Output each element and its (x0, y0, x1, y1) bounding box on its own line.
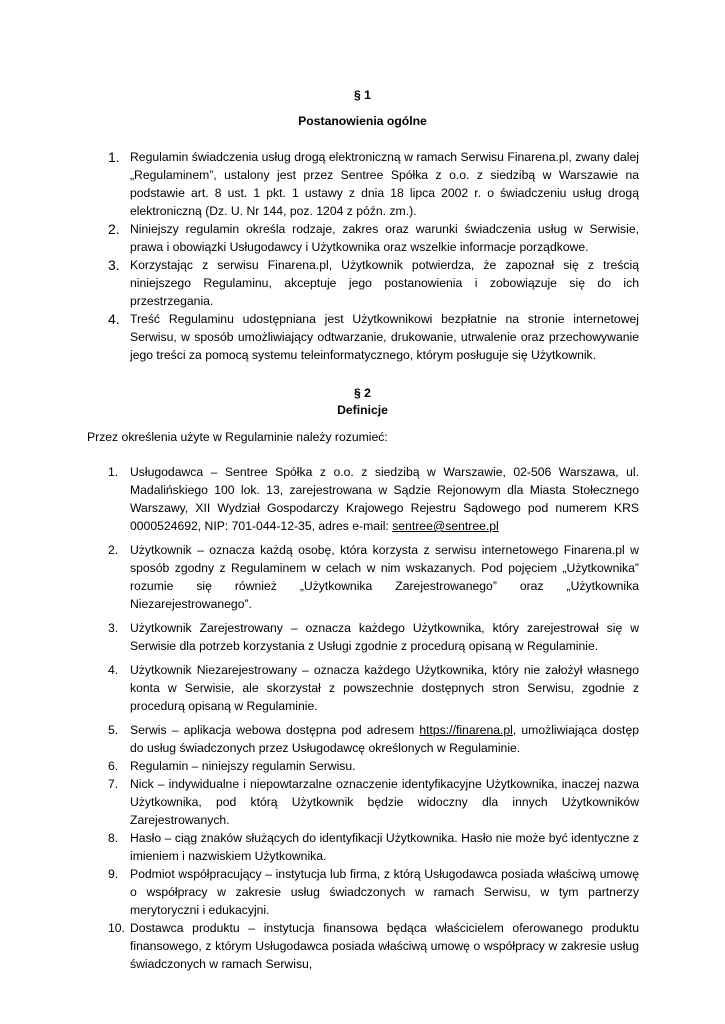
item-text: Serwis – aplikacja webowa dostępna pod adresem (130, 723, 420, 737)
item-text-after: , umożliwiająca dostęp do usług świadczonych przez Usługodawcę określonych w Regulaminie. (130, 723, 639, 755)
list-item (108, 757, 639, 775)
item-text: Treść Regulaminu udostępniana jest Użytkownikowi bezpłatnie na stronie internetowej Serwisu, w sposób umożliwiający odtwarzanie, drukowanie, utrwalenie oraz przechowywanie jego treści za pomocą systemu teleinformatycznego, którym posługuje się Użytkownik. (130, 312, 639, 362)
item-number: 4. (108, 311, 120, 327)
section-1-symbol: § 1 (354, 88, 371, 102)
list-item (108, 220, 639, 256)
list-item (108, 619, 639, 655)
item-number: 2. (108, 221, 120, 237)
item-text: Regulamin – niniejszy regulamin Serwisu. (130, 759, 356, 773)
item-text: Użytkownik Zarejestrowany – oznacza każdego Użytkownika, który zarejestrował się w Serwisie dla potrzeb korzystania z Usługi zgodnie z procedurą opisaną w Regulaminie. (130, 621, 639, 653)
item-text: Hasło – ciąg znaków służących do identyfikacji Użytkownika. Hasło nie może być identyczne z imieniem i nazwiskiem Użytkownika. (130, 831, 639, 863)
list-item (108, 310, 639, 364)
item-number: 9. (108, 867, 119, 881)
list-item (108, 721, 639, 757)
item-number: 3. (108, 621, 119, 635)
item-text: Korzystając z serwisu Finarena.pl, Użytkownik potwierdza, że zapoznał się z treścią niniejszego Regulaminu, akceptuje jego postanowienia i zobowiązuje się do ich przestrzegania. (130, 258, 639, 308)
list-item (108, 829, 639, 865)
item-text: Usługodawca – Sentree Spółka z o.o. z siedzibą w Warszawie, 02-506 Warszawa, ul. Madalińskiego 100 lok. 13, zarejestrowana w Sądzie Rejonowym dla Miasta Stołecznego Warszawy, XII Wydział Gospodarczy Krajowego Rejestru Sądowego pod numerem KRS 0000524692, NIP: 701-044-12-35, adres e-mail: (130, 465, 639, 533)
item-number: 5. (108, 723, 119, 737)
item-number: 10. (108, 921, 125, 935)
section-1-title: Postanowienia ogólne (298, 114, 427, 128)
item-number: 1. (108, 465, 119, 479)
section-2-intro: Przez określenia użyte w Regulaminie należy rozumieć: (87, 430, 388, 444)
list-item (108, 661, 639, 715)
list-item (108, 463, 639, 535)
list-item (108, 775, 639, 829)
section-2-list (108, 463, 639, 973)
email-link[interactable]: sentree@sentree.pl (392, 519, 499, 533)
list-item (108, 541, 639, 613)
section-2-symbol: § 2 (354, 386, 371, 400)
item-text: Dostawca produktu – instytucja finansowa będąca właścicielem oferowanego produktu finansowego, z którym Usługodawca posiada właściwą umowę o współpracy w zakresie usług świadczonych w ramach Serwisu, (130, 921, 639, 971)
item-number: 4. (108, 663, 119, 677)
list-item (108, 256, 639, 310)
item-number: 2. (108, 543, 119, 557)
list-item (108, 148, 639, 220)
item-text: Podmiot współpracujący – instytucja lub firma, z którą Usługodawca posiada właściwą umowę o współpracy w zakresie usług świadczonych w ramach Serwisu, w tym partnerzy merytoryczni i edukacyjni. (130, 867, 639, 917)
list-item (108, 919, 639, 973)
item-text: Użytkownik – oznacza każdą osobę, która korzysta z serwisu internetowego Finarena.pl w sposób zgodny z Regulaminem w celach w nim wskazanych. Pod pojęciem „Użytkownika” rozumie się również „Użytkownika Zarejestrowanego” oraz „Użytkownika Niezarejestrowanego”. (130, 543, 639, 611)
item-text: Użytkownik Niezarejestrowany – oznacza każdego Użytkownika, który nie założył własnego konta w Serwisie, ale skorzystał z powszechnie dostępnych stron Serwisu, zgodnie z procedurą opisaną w Regulaminie. (130, 663, 639, 713)
item-number: 6. (108, 759, 119, 773)
section-1-list (108, 148, 639, 364)
item-number: 7. (108, 777, 119, 791)
item-number: 8. (108, 831, 119, 845)
website-link[interactable]: https://finarena.pl (419, 723, 513, 737)
list-item (108, 865, 639, 919)
item-number: 1. (108, 149, 120, 165)
item-text: Nick – indywidualne i niepowtarzalne oznaczenie identyfikacyjne Użytkownika, inaczej nazwa Użytkownika, pod którą Użytkownik będzie widoczny dla innych Użytkowników Zarejestrowanych. (130, 777, 639, 827)
section-2-title: Definicje (337, 403, 388, 417)
item-text: Regulamin świadczenia usług drogą elektroniczną w ramach Serwisu Finarena.pl, zwany dalej „Regulaminem”, ustalony jest przez Sentree Spółka z o.o. z siedzibą w Warszawie na podstawie art. 8 ust. 1 pkt. 1 ustawy z dnia 18 lipca 2002 r. o świadczeniu usług drogą elektroniczną (Dz. U. Nr 144, poz. 1204 z późn. zm.). (130, 150, 639, 218)
item-number: 3. (108, 257, 120, 273)
item-text: Niniejszy regulamin określa rodzaje, zakres oraz warunki świadczenia usług w Serwisie, prawa i obowiązki Usługodawcy i Użytkownika oraz wszelkie informacje porządkowe. (130, 222, 639, 254)
